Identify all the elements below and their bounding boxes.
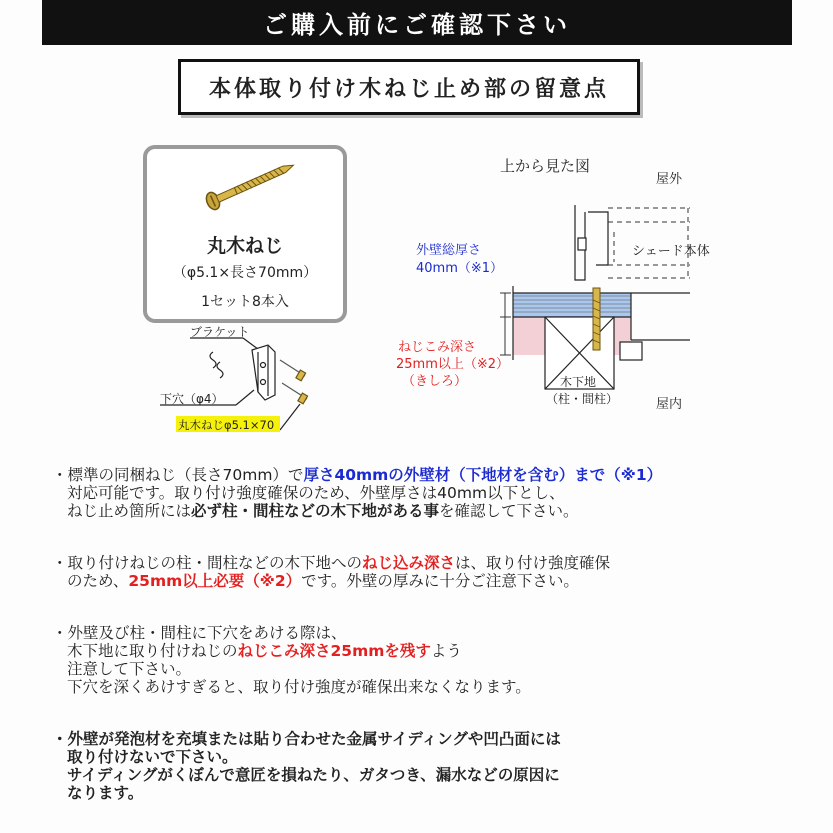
wall-thickness-label-2: 40mm（※1） — [416, 261, 504, 276]
top-view-title: 上から見た図 — [500, 157, 591, 175]
note-segment: 取り付けないで下さい。 — [67, 748, 238, 766]
note-line — [52, 784, 812, 802]
note-line — [52, 748, 812, 766]
note-segment: 下穴を深くあけすぎると、取り付け強度が確保出来なくなります。 — [67, 678, 531, 696]
note-item — [52, 730, 812, 802]
note-item — [52, 466, 812, 520]
screw-spec: （φ5.1×長さ70mm） — [172, 265, 318, 281]
bracket-label: ブラケット — [190, 325, 250, 339]
note-line — [52, 730, 812, 748]
note-line — [52, 484, 812, 502]
screw-label: 丸木ねじφ5.1×70 — [178, 418, 275, 432]
screw-depth-label-1: ねじこみ深さ — [398, 340, 477, 355]
indoor-label: 屋内 — [656, 397, 683, 412]
screw-depth-label-3: （きしろ） — [402, 374, 468, 389]
note-segment: よう — [430, 642, 462, 660]
shade-body-label: シェード本体 — [632, 244, 710, 259]
note-line — [52, 502, 812, 520]
note-segment: 対応可能です。取り付け強度確保のため、外壁厚さは40mm以下とし、 — [67, 484, 565, 502]
screw-depth-label-2: 25mm以上（※2） — [396, 357, 510, 372]
note-line — [52, 766, 812, 784]
pilot-hole-label: 下穴（φ4） — [160, 392, 224, 406]
note-item — [52, 624, 812, 696]
note-segment: ・取り付けねじの柱・間柱などの木下地への — [52, 554, 363, 572]
note-segment: 木下地に取り付けねじの — [67, 642, 238, 660]
note-line — [52, 624, 812, 642]
note-item — [52, 554, 812, 590]
screw-count: 1セット8本入 — [201, 294, 289, 310]
note-segment: サイディングがくぼんで意匠を損ねたり、ガタつき、漏水などの原因に — [67, 766, 560, 784]
note-segment: 注意して下さい。 — [67, 660, 192, 678]
notes-section — [52, 466, 812, 802]
note-line — [52, 554, 812, 572]
top-view-diagram — [500, 205, 690, 389]
note-line — [52, 678, 812, 696]
header-title: ご購入前にご確認下さい — [263, 11, 571, 39]
wood-base-label-2: （柱・間柱） — [546, 392, 619, 406]
note-segment: 25mm以上必要（※2） — [128, 572, 302, 590]
note-segment: なります。 — [67, 784, 144, 802]
outdoor-label: 屋外 — [656, 172, 683, 187]
note-segment: は、取り付け強度確保 — [455, 554, 611, 572]
note-segment: ・標準の同梱ねじ（長さ70mm）で — [52, 466, 304, 484]
subtitle-text: 本体取り付け木ねじ止め部の留意点 — [208, 76, 609, 102]
note-segment: ・外壁が発泡材を充填または貼り合わせた金属サイディングや凹凸面には — [52, 730, 561, 748]
note-segment: 必ず柱・間柱などの木下地がある事 — [191, 502, 440, 520]
note-line — [52, 642, 812, 660]
screw-name: 丸木ねじ — [206, 235, 283, 257]
note-segment: ねじこみ深さ25mmを残す — [237, 642, 431, 660]
note-segment: 厚さ40mmの外壁材（下地材を含む）まで（※1） — [303, 466, 663, 484]
note-segment: です。外壁の厚みに十分ご注意下さい。 — [301, 572, 579, 590]
note-line — [52, 466, 812, 484]
note-line — [52, 660, 812, 678]
note-segment: を確認して下さい。 — [439, 502, 579, 520]
note-segment: のため、 — [67, 572, 129, 590]
note-segment: ねじ込み深さ — [362, 554, 456, 572]
note-segment: ・外壁及び柱・間柱に下穴をあける際は、 — [52, 624, 347, 642]
wood-base-label-1: 木下地 — [560, 375, 597, 389]
note-segment: ねじ止め箇所には — [67, 502, 192, 520]
note-line — [52, 572, 812, 590]
wall-thickness-label-1: 外壁総厚さ — [416, 243, 482, 258]
